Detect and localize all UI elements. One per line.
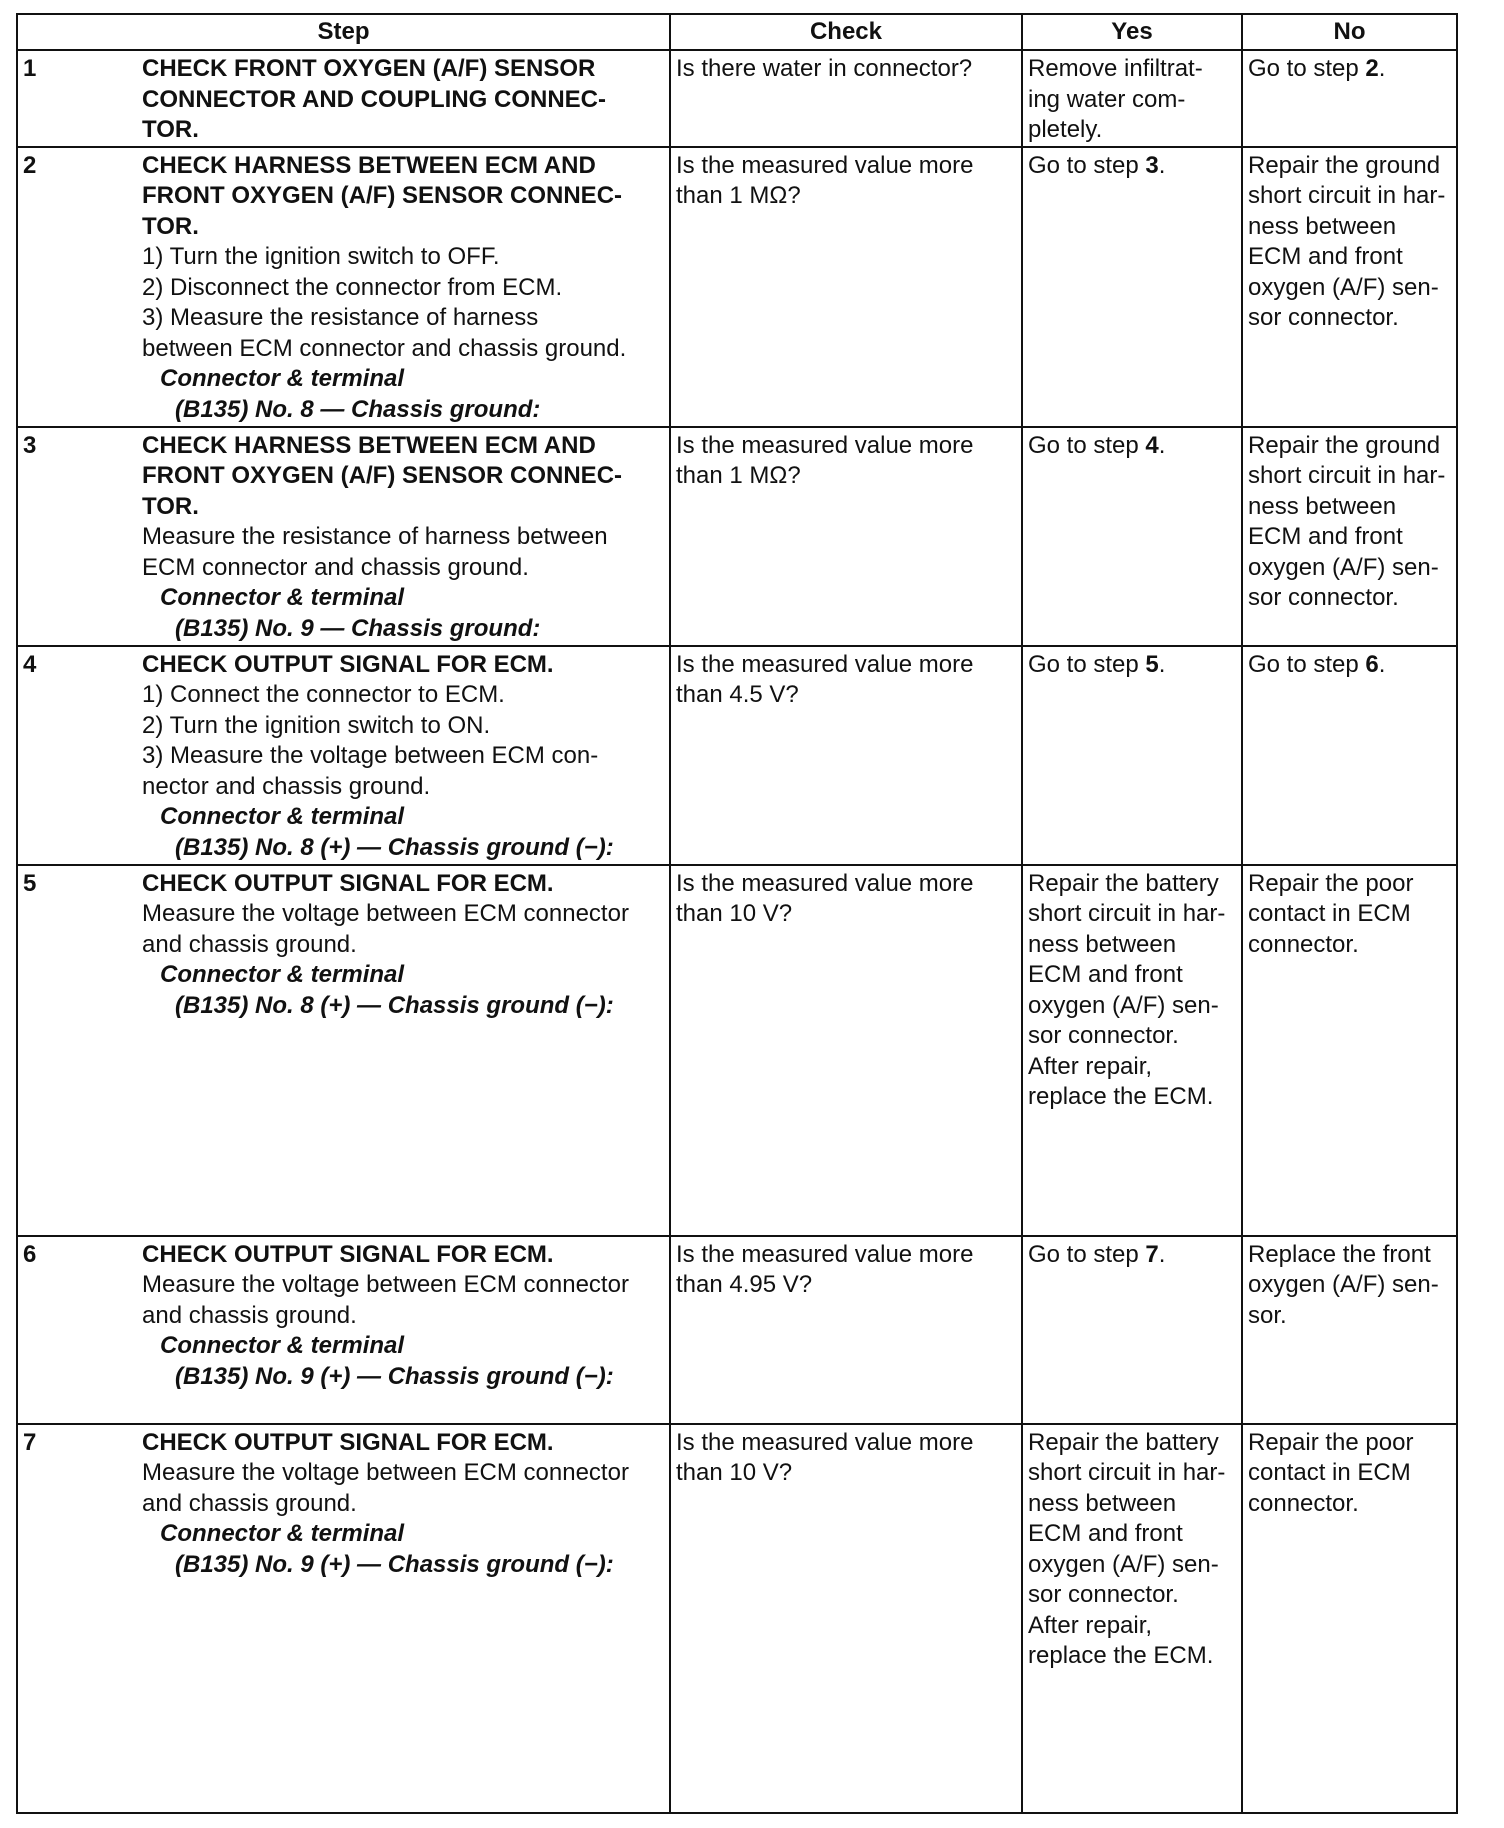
no-text: Go to step [1248,55,1366,82]
no-cell [1242,1424,1457,1813]
check-text: than 10 V? [676,1459,793,1486]
table-row [17,1236,1457,1424]
yes-text: After repair, [1028,1611,1153,1639]
step-instruction: between ECM connector and chassis ground. [142,334,627,362]
no-text: oxygen (A/F) sen- [1248,1271,1439,1298]
yes-cell [1022,1424,1242,1813]
yes-text: oxygen (A/F) sen- [1028,1550,1219,1578]
table-row [17,50,1457,147]
yes-cell [1022,865,1242,1236]
check-cell [670,1236,1022,1424]
check-text: than 4.95 V? [676,1271,813,1298]
yes-text: short circuit in har- [1028,1459,1226,1486]
step-instruction: 3) Measure the resistance of harness [142,304,539,331]
no-text: ness between [1248,492,1397,520]
yes-step-ref: 4 [1145,431,1159,459]
no-text: connector. [1248,930,1359,958]
connector-terminal: (B135) No. 9 (+) — Chassis ground (−): [175,1550,614,1578]
step-number: 2 [23,151,37,179]
check-text: Is the measured value more [676,869,974,897]
step-number: 7 [23,1428,37,1456]
check-text: Is the measured value more [676,1428,974,1456]
check-cell [670,147,1022,427]
no-text: contact in ECM [1248,1459,1411,1486]
yes-step-ref: 3 [1145,151,1159,179]
header-check: Check [670,14,1022,50]
step-instruction: and chassis ground. [142,1489,357,1517]
connector-heading: Connector & terminal [160,1332,405,1359]
step-instruction: 3) Measure the voltage between ECM con- [142,742,599,769]
yes-cell [1022,147,1242,427]
step-instruction: Measure the resistance of harness between [142,523,608,550]
step-title: CONNECTOR AND COUPLING CONNEC- [142,85,607,113]
yes-text: Go to step [1028,650,1146,678]
step-cell [17,427,670,646]
no-cell [1242,50,1457,147]
yes-cell [1022,646,1242,865]
step-instruction: 1) Connect the connector to ECM. [142,681,505,708]
table-row [17,147,1457,427]
step-number: 4 [23,650,37,678]
step-number: 1 [23,55,37,82]
yes-text: short circuit in har- [1028,900,1226,927]
no-text: contact in ECM [1248,900,1411,927]
yes-text: Go to step [1028,1240,1146,1268]
connector-heading: Connector & terminal [160,584,405,611]
table-row [17,646,1457,865]
step-title: CHECK OUTPUT SIGNAL FOR ECM. [142,869,554,897]
check-text: Is the measured value more [676,151,974,179]
no-text: sor. [1248,1301,1287,1329]
no-text: ECM and front [1248,243,1403,270]
no-text: oxygen (A/F) sen- [1248,553,1439,581]
step-title: CHECK OUTPUT SIGNAL FOR ECM. [142,650,554,678]
no-text: ECM and front [1248,523,1403,550]
yes-text: Go to step [1028,431,1146,459]
header-row [17,14,1457,50]
check-text: than 4.5 V? [676,681,799,708]
yes-text: . [1158,1240,1166,1268]
connector-terminal: (B135) No. 8 (+) — Chassis ground (−): [175,991,614,1019]
step-title: CHECK OUTPUT SIGNAL FOR ECM. [142,1428,554,1456]
step-title: TOR. [142,116,199,143]
yes-text: Remove infiltrat- [1028,55,1203,82]
no-text: sor connector. [1248,304,1399,331]
check-text: Is there water in connector? [676,55,973,82]
step-instruction: Measure the voltage between ECM connector [142,900,629,927]
no-step-ref: 6 [1365,650,1379,678]
yes-cell [1022,1236,1242,1424]
check-text: Is the measured value more [676,431,974,459]
yes-text: Repair the battery [1028,1428,1219,1456]
step-title: CHECK HARNESS BETWEEN ECM AND [142,151,596,179]
diagnostic-table [16,13,1458,1814]
no-text: short circuit in har- [1248,182,1446,209]
no-cell [1242,147,1457,427]
yes-cell [1022,50,1242,147]
step-title: TOR. [142,492,199,520]
yes-text: ing water com- [1028,85,1186,113]
step-instruction: and chassis ground. [142,1301,357,1329]
no-text: Repair the ground [1248,151,1441,179]
step-title: CHECK OUTPUT SIGNAL FOR ECM. [142,1240,554,1268]
connector-terminal: (B135) No. 9 (+) — Chassis ground (−): [175,1362,614,1390]
no-text: Repair the poor [1248,1428,1414,1456]
yes-text: sor connector. [1028,1581,1179,1608]
yes-text: ECM and front [1028,1520,1183,1547]
connector-heading: Connector & terminal [160,961,405,988]
no-text: oxygen (A/F) sen- [1248,273,1439,301]
no-text: . [1378,55,1386,82]
check-cell [670,865,1022,1236]
yes-text: ness between [1028,930,1177,958]
check-cell [670,50,1022,147]
no-text: Repair the poor [1248,869,1414,897]
connector-heading: Connector & terminal [160,365,405,392]
connector-heading: Connector & terminal [160,803,405,830]
check-cell [670,646,1022,865]
check-text: than 1 MΩ? [676,462,801,489]
step-instruction: Measure the voltage between ECM connector [142,1271,629,1298]
connector-terminal: (B135) No. 9 — Chassis ground: [175,614,541,642]
step-number: 6 [23,1240,37,1268]
check-text: than 10 V? [676,900,793,927]
step-cell [17,50,670,147]
step-instruction: Measure the voltage between ECM connector [142,1459,629,1486]
no-cell [1242,427,1457,646]
yes-cell [1022,427,1242,646]
header-no: No [1242,14,1457,50]
connector-terminal: (B135) No. 8 — Chassis ground: [175,395,541,423]
check-text: than 1 MΩ? [676,182,801,209]
table-row [17,427,1457,646]
no-text: short circuit in har- [1248,462,1446,489]
step-cell [17,865,670,1236]
table-row [17,1424,1457,1813]
yes-text: After repair, [1028,1052,1153,1080]
yes-text: sor connector. [1028,1022,1179,1049]
step-instruction: ECM connector and chassis ground. [142,553,529,581]
check-text: Is the measured value more [676,1240,974,1268]
step-number: 5 [23,869,37,897]
step-title: CHECK FRONT OXYGEN (A/F) SENSOR [142,55,596,82]
step-title: TOR. [142,212,199,240]
connector-terminal: (B135) No. 8 (+) — Chassis ground (−): [175,833,614,861]
no-text: . [1378,650,1386,678]
header-step: Step [17,14,670,50]
yes-text: ECM and front [1028,961,1183,988]
no-cell [1242,865,1457,1236]
header-yes: Yes [1022,14,1242,50]
yes-text: Repair the battery [1028,869,1219,897]
step-instruction: 2) Disconnect the connector from ECM. [142,273,563,301]
check-cell [670,1424,1022,1813]
step-instruction: nector and chassis ground. [142,772,431,800]
yes-text: . [1158,151,1166,179]
no-text: sor connector. [1248,584,1399,611]
step-instruction: 2) Turn the ignition switch to ON. [142,711,491,739]
no-text: ness between [1248,212,1397,240]
step-instruction: 1) Turn the ignition switch to OFF. [142,243,500,270]
step-title: CHECK HARNESS BETWEEN ECM AND [142,431,596,459]
no-text: Repair the ground [1248,431,1441,459]
no-text: connector. [1248,1489,1359,1517]
yes-text: Go to step [1028,151,1146,179]
yes-text: replace the ECM. [1028,1083,1214,1110]
yes-step-ref: 7 [1145,1240,1159,1268]
yes-step-ref: 5 [1145,650,1159,678]
yes-text: oxygen (A/F) sen- [1028,991,1219,1019]
no-cell [1242,646,1457,865]
step-instruction: and chassis ground. [142,930,357,958]
yes-text: replace the ECM. [1028,1642,1214,1669]
yes-text: pletely. [1028,116,1103,143]
no-text: Go to step [1248,650,1366,678]
step-cell [17,646,670,865]
step-cell [17,1236,670,1424]
check-text: Is the measured value more [676,650,974,678]
step-title: FRONT OXYGEN (A/F) SENSOR CONNEC- [142,462,623,489]
yes-text: . [1158,650,1166,678]
check-cell [670,427,1022,646]
step-cell [17,147,670,427]
yes-text: ness between [1028,1489,1177,1517]
table-row [17,865,1457,1236]
no-cell [1242,1236,1457,1424]
step-title: FRONT OXYGEN (A/F) SENSOR CONNEC- [142,182,623,209]
step-number: 3 [23,431,37,459]
connector-heading: Connector & terminal [160,1520,405,1547]
no-step-ref: 2 [1365,55,1379,82]
yes-text: . [1158,431,1166,459]
step-cell [17,1424,670,1813]
no-text: Replace the front [1248,1240,1431,1268]
